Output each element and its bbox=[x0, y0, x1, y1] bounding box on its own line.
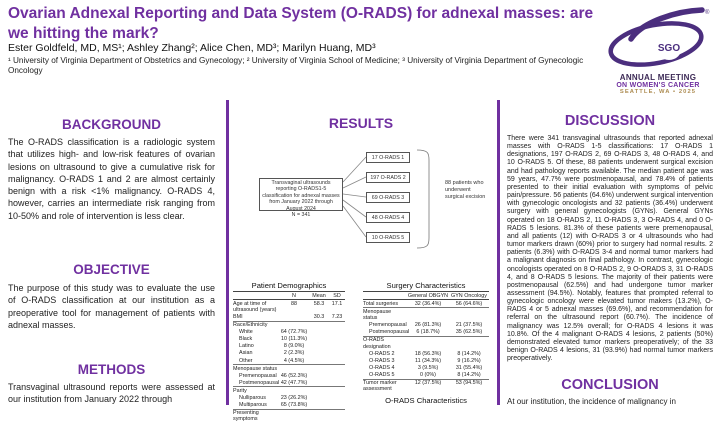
table-header-row bbox=[233, 292, 345, 300]
table-cell-value bbox=[279, 387, 309, 395]
table-row bbox=[233, 321, 345, 329]
table-row bbox=[363, 308, 489, 322]
table-cell-value: 88 bbox=[291, 300, 297, 307]
table-cell-value: 35 (62.5%) bbox=[455, 329, 483, 336]
header-cell: N bbox=[279, 292, 309, 300]
table-cell-value: 8 (14.2%) bbox=[457, 350, 481, 357]
sgo-logo bbox=[598, 6, 718, 95]
table-cell-label: Asian bbox=[239, 350, 253, 357]
methods-heading: METHODS bbox=[77, 362, 146, 377]
table-row bbox=[233, 372, 345, 379]
table-cell-value bbox=[407, 308, 449, 322]
logo-line-location: SEATTLE, WA • 2025 bbox=[619, 89, 697, 95]
table-cell-value bbox=[309, 343, 329, 350]
table-row bbox=[363, 336, 489, 350]
table-cell-value: 8 (9.0%) bbox=[283, 343, 305, 350]
table-cell-value: 56 (64.6%) bbox=[455, 300, 483, 307]
table-cell-value: 23 (26.2%) bbox=[280, 394, 308, 401]
table-row bbox=[363, 357, 489, 364]
methods-text: Transvaginal ultrasound reports were assessed at our institution from January 2022 through bbox=[8, 382, 215, 405]
flowchart-bracket-note: 88 patients who underwent surgical excision bbox=[445, 180, 486, 200]
poster-authors: Ester Goldfeld, MD, MS¹; Ashley Zhang²; Alice Chen, MD³; Marilyn Huang, MD³ bbox=[8, 42, 376, 54]
column-divider-left bbox=[226, 100, 229, 405]
demographics-title: Patient Demographics bbox=[251, 281, 327, 290]
table-row bbox=[233, 395, 345, 402]
table-cell-label: O-RADS 5 bbox=[369, 371, 395, 378]
flowchart-box-orads4: 48 O-RADS 4 bbox=[366, 212, 410, 223]
table-row bbox=[233, 387, 345, 395]
table-cell-label: BMI bbox=[233, 314, 243, 321]
table-row bbox=[233, 314, 345, 322]
table-cell-value bbox=[309, 379, 329, 387]
discussion-text: There were 341 transvaginal ultrasounds that reported adnexal masses with O-RADS 1-5 classifications: 17 O-RADS 1 designations, 197 O-RADS 2, 69 O-RADS 3, 48 O-RADS 4, and 10 O-RADS 5. Of these, 88 patients underwent surgical excision and had pathology reports available. The median patient age was 59 years, 47.7% were postmenopausal, and 78.4% of patients presented to their initial evaluation with symptoms of pelvic pain/pressure. 56 patients (64.6%) underwent surgical intervention with gynecologic oncologists and 32 patients (36.4%) underwent surgery with general gynecologists (GYNs). General GYNs operated on 18 O-RADS 2, 11 O-RADS 3, 3 O-RADS 4, and 0 O-RADS 5 lesions. 81.3% of these patients were premenopausal, and all patients (12) with O-RADS 3 or 4 ultrasounds who had tumor markers drawn (60%) prior to surgery had normal results. 2 patients (6.3%) with O-RADS 3-4 and normal tumor markers had a malignant diagnosis on final pathology. In contrast, gynecologic oncologists operated on 8 O-RADS 2, 9 O-ORADS 3, 31 O-RADS 4, and 8 O-RADS 5 lesions. The majority of their patients were postmenopausal (62.5%) and had undergone tumor marker assessment (94.5%). Notably, features that prompted referral to gynecologic oncology were elevated tumor makers (13.2%), O-RADS 4 or 5 adnexal masses (69.6%), and recommendation for referral on the ultrasound report (60.7%). The incidence of malignancy was 12.5% overall; for O-RADS 4 lesions it was 10.8%. Of the 4 malignant O-RADS 4 lesions, 2 patients (50%) demonstrated elevated tumor markers preoperatively; of the 33 benign O-RADS 4 lesions, 31 (93.9%) had normal tumor markers preoperatively. bbox=[507, 135, 713, 363]
table-cell-label: Total surgeries bbox=[363, 300, 399, 307]
table-cell-value bbox=[329, 343, 345, 350]
table-row bbox=[233, 409, 345, 423]
table-cell-value bbox=[309, 365, 329, 373]
table-cell-label: O-RADS designation bbox=[363, 336, 407, 350]
table-row bbox=[233, 336, 345, 343]
table-cell-value: 10 (11.3%) bbox=[281, 336, 307, 343]
table-row bbox=[233, 357, 345, 365]
table-cell-value bbox=[309, 409, 329, 423]
conclusion-text: At our institution, the incidence of malignancy in bbox=[507, 397, 676, 406]
table-cell-label: Menopause status bbox=[363, 308, 407, 322]
table-cell-label: Presenting symptoms bbox=[233, 409, 279, 423]
table-cell-label: Premenopausal bbox=[369, 322, 407, 329]
header-cell bbox=[233, 292, 279, 300]
table-cell-value bbox=[329, 329, 345, 336]
table-cell-value bbox=[329, 357, 345, 365]
header-cell bbox=[363, 292, 407, 300]
table-row bbox=[363, 329, 489, 337]
table-cell-value: 11 (34.3%) bbox=[415, 357, 441, 364]
table-cell-value bbox=[329, 372, 345, 379]
background-text: The O-RADS classification is a radiologic system that utilizes high- and low-risk features of ovarian lesions on ultrasound to give a cumulative risk for malignancy. O-RADS 1 and 2 are almost certainly benign with a risk <1% malignancy. O-RADS 4, however, carries an intermediate risk ranging from 10-50% and role of intervention is less clear. bbox=[8, 137, 215, 221]
patient-demographics-table bbox=[233, 281, 345, 423]
results-flowchart bbox=[233, 130, 489, 285]
table-cell-value bbox=[309, 329, 329, 336]
conclusion-heading: CONCLUSION bbox=[561, 377, 659, 393]
header-cell: GYN Oncology bbox=[449, 292, 489, 300]
logo-line-annual-meeting: ANNUAL MEETING bbox=[619, 73, 697, 82]
flowchart-box-orads2: 197 O-RADS 2 bbox=[366, 172, 410, 183]
column-divider-right bbox=[497, 100, 500, 405]
table-cell-label: O-RADS 3 bbox=[369, 357, 395, 364]
table-cell-value bbox=[329, 379, 345, 387]
table-row bbox=[363, 350, 489, 357]
table-cell-value bbox=[309, 357, 329, 365]
table-cell-value: 7.23 bbox=[331, 314, 343, 321]
table-row bbox=[233, 365, 345, 373]
surgery-characteristics-table bbox=[363, 281, 489, 393]
table-cell-value: 8 (14.2%) bbox=[457, 371, 481, 378]
table-cell-value: 53 (94.5%) bbox=[449, 379, 489, 393]
flowchart-source-n: N = 341 bbox=[291, 212, 311, 219]
discussion-heading: DISCUSSION bbox=[564, 113, 656, 129]
orads-characteristics-title: O-RADS Characteristics bbox=[385, 396, 467, 405]
table-cell-label: Race/Ethnicity bbox=[233, 321, 279, 329]
table-cell-value bbox=[309, 350, 329, 357]
table-cell-label: Tumor marker assessment bbox=[363, 379, 407, 393]
table-cell-value bbox=[407, 336, 449, 350]
table-cell-label: Black bbox=[239, 336, 253, 343]
table-cell-value: 32 (36.4%) bbox=[414, 300, 442, 307]
table-cell-value bbox=[309, 402, 329, 410]
table-header-row bbox=[363, 292, 489, 300]
flowchart-box-orads5: 10 O-RADS 5 bbox=[366, 232, 410, 243]
table-cell-value bbox=[329, 402, 345, 410]
table-cell-value bbox=[279, 314, 309, 322]
table-cell-value: 58.3 bbox=[313, 300, 325, 307]
table-cell-value bbox=[279, 365, 309, 373]
surgery-title: Surgery Characteristics bbox=[386, 281, 466, 290]
flowchart-source-box bbox=[259, 178, 343, 219]
table-row bbox=[233, 379, 345, 387]
table-cell-label: O-RADS 4 bbox=[369, 364, 395, 371]
table-cell-label: Other bbox=[239, 357, 253, 364]
sgo-text: SGO bbox=[657, 43, 681, 54]
table-cell-value bbox=[309, 336, 329, 343]
table-row bbox=[363, 379, 489, 393]
table-cell-label: Parity bbox=[233, 387, 279, 395]
table-cell-value bbox=[329, 350, 345, 357]
table-cell-value: 17.1 bbox=[331, 300, 343, 307]
table-cell-value bbox=[329, 395, 345, 402]
table-cell-value bbox=[309, 372, 329, 379]
table-cell-value: 42 (47.7%) bbox=[280, 379, 308, 386]
logo-line-womens-cancer: ON WOMEN'S CANCER bbox=[616, 82, 700, 89]
table-cell-value bbox=[309, 395, 329, 402]
table-cell-value bbox=[449, 336, 489, 350]
table-cell-value bbox=[309, 387, 329, 395]
table-row bbox=[233, 350, 345, 357]
table-row bbox=[363, 322, 489, 329]
header-cell: Mean bbox=[309, 292, 329, 300]
table-row bbox=[363, 364, 489, 371]
table-cell-value bbox=[329, 409, 345, 423]
table-cell-label: Postmenopausal bbox=[239, 379, 280, 386]
table-cell-value: 0 (0%) bbox=[420, 371, 436, 378]
table-cell-label: Latino bbox=[239, 343, 254, 350]
flowchart-source-text: Transvaginal ultrasounds reporting O-RADS1-5 classification for adnexal masses from January 2022 through August 2024 bbox=[262, 180, 340, 212]
table-cell-value: 18 (56.3%) bbox=[414, 350, 442, 357]
table-cell-label: Menopause status bbox=[233, 365, 278, 372]
table-cell-label: Nulliparous bbox=[239, 394, 266, 401]
table-cell-label: O-RADS 2 bbox=[369, 350, 395, 357]
table-row bbox=[233, 402, 345, 410]
table-cell-value: 21 (37.5%) bbox=[455, 322, 483, 329]
table-row bbox=[233, 343, 345, 350]
table-cell-value: 9 (16.2%) bbox=[457, 357, 481, 364]
table-cell-value bbox=[329, 365, 345, 373]
table-cell-value bbox=[309, 321, 329, 329]
table-cell-value: 4 (4.5%) bbox=[283, 357, 305, 364]
background-heading: BACKGROUND bbox=[62, 117, 161, 132]
flowchart-box-orads3: 69 O-RADS 3 bbox=[366, 192, 410, 203]
table-cell-value: 65 (73.8%) bbox=[280, 402, 308, 408]
table-cell-label: Multiparous bbox=[239, 402, 267, 408]
sgo-swirl-icon bbox=[606, 6, 710, 68]
table-cell-label: Postmenopausal bbox=[369, 329, 410, 336]
table-cell-value bbox=[449, 308, 489, 322]
table-cell-value bbox=[329, 321, 345, 329]
header-cell: General OBGYN bbox=[407, 292, 449, 299]
table-cell-value: 12 (37.5%) bbox=[407, 379, 449, 393]
objective-heading: OBJECTIVE bbox=[73, 262, 150, 277]
table-cell-value: 30.3 bbox=[313, 314, 325, 321]
table-cell-value: 64 (72.7%) bbox=[280, 329, 308, 336]
table-cell-value: 6 (18.7%) bbox=[416, 329, 440, 336]
table-row bbox=[233, 300, 345, 314]
table-row bbox=[363, 372, 489, 380]
flowchart-box-orads1: 17 O-RADS 1 bbox=[366, 152, 410, 163]
results-heading: RESULTS bbox=[328, 115, 394, 131]
table-cell-value: 31 (55.4%) bbox=[455, 364, 483, 371]
poster-title: Ovarian Adnexal Reporting and Data System (O-RADS) for adnexal masses: are we hitting the mark? bbox=[8, 5, 594, 42]
table-row bbox=[363, 300, 489, 308]
table-cell-value bbox=[279, 409, 309, 423]
table-cell-value: 26 (81.3%) bbox=[414, 322, 442, 329]
table-row bbox=[233, 329, 345, 336]
table-cell-value bbox=[329, 387, 345, 395]
table-cell-value bbox=[329, 336, 345, 343]
header-cell: SD bbox=[329, 292, 345, 300]
table-cell-label: White bbox=[239, 329, 253, 336]
table-cell-value: 3 (9.5%) bbox=[417, 364, 439, 371]
table-cell-value: 2 (2.3%) bbox=[283, 350, 305, 357]
svg-text:®: ® bbox=[705, 10, 710, 16]
objective-text: The purpose of this study was to evaluate the use of O-RADS classification at our institution as a preoperative tool for management of patients with adnexal masses. bbox=[8, 283, 215, 330]
table-cell-label: Premenopausal bbox=[239, 372, 277, 379]
poster-affiliations: ¹ University of Virginia Department of Obstetrics and Gynecology; ² University of Virginia School of Medicine; ³ University of Virginia Department of Gynecologic Oncology bbox=[8, 56, 584, 75]
table-cell-value: 46 (52.3%) bbox=[280, 372, 308, 379]
table-cell-label: Age at time of ultrasound (years) bbox=[233, 300, 277, 313]
table-cell-value bbox=[279, 321, 309, 329]
